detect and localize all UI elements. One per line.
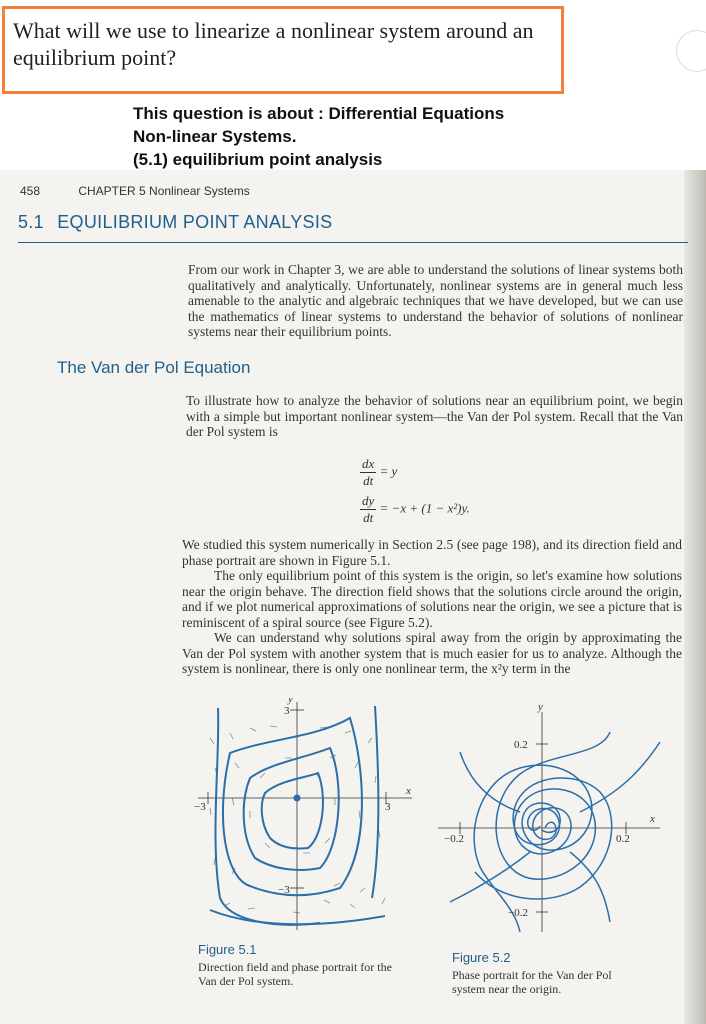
equilibrium-point <box>294 795 301 802</box>
figure-5-2-phase-portrait <box>430 702 690 942</box>
fig2-tick-x-right: 0.2 <box>616 833 630 845</box>
section-title <box>18 212 332 233</box>
circle-decoration <box>676 30 706 72</box>
fig1-tick-x-right: 3 <box>385 801 391 813</box>
fig1-tick-y-top: 3 <box>284 705 290 717</box>
running-head <box>20 184 250 198</box>
fig2-y-label: y <box>538 702 543 713</box>
figure-5-1-caption-text: Direction field and phase portrait for the Van der Pol system. <box>198 960 392 988</box>
fig1-tick-y-bottom: −3 <box>278 884 290 896</box>
fig2-spiral-curves <box>450 732 660 932</box>
inner-orbit-2 <box>262 773 323 849</box>
question-text: What will we use to linearize a nonlinear system around an equilibrium point? <box>13 18 534 70</box>
page-number: 458 <box>20 184 41 198</box>
chapter-heading: CHAPTER 5 Nonlinear Systems <box>78 184 250 198</box>
section-number: 5.1 <box>18 212 44 232</box>
textbook-page <box>0 170 706 1024</box>
topic-line-3: (5.1) equilibrium point analysis <box>133 150 383 169</box>
spiral-7 <box>450 852 530 902</box>
figure-5-2-title: Figure 5.2 <box>452 950 511 965</box>
fig2-tick-y-bottom: −0.2 <box>508 907 528 919</box>
intro-paragraph: From our work in Chapter 3, we are able to understand the solutions of linear systems both qualitatively and analytically. Unfortunately, nonlinear systems are in general much less amenable to the analytic and algebraic techniques that we have developed, but we can use the mathematics of linear systems to understand the behavior of solutions of nonlinear systems near their equilibrium points. <box>188 262 683 339</box>
paragraph-b: The only equilibrium point of this system is the origin, so let's examine how solutions near the origin behave. The direction field shows that the solutions circle around the origin, and if we plot numerical approximations of solutions near the origin, we see a picture that is reminiscent of a spiral source (see Figure 5.2). <box>182 568 682 630</box>
figure-5-2-caption-text: Phase portrait for the Van der Pol system near the origin. <box>452 968 612 996</box>
outer-trajectory-bottom <box>210 910 385 924</box>
fig1-tick-x-left: −3 <box>194 801 206 813</box>
equation-dx-dt <box>360 456 397 489</box>
eq1-numerator: dx <box>362 456 375 471</box>
eq2-numerator: dy <box>362 493 375 508</box>
spiral-3 <box>474 765 592 932</box>
fig1-x-label: x <box>406 785 411 797</box>
spiral-2 <box>475 778 612 899</box>
fig2-x-label: x <box>650 813 655 825</box>
figure-5-1-caption <box>198 942 398 988</box>
topic-info <box>133 102 653 171</box>
fig2-tick-x-left: −0.2 <box>444 833 464 845</box>
eq1-denominator: dt <box>363 473 374 488</box>
fraction-dx-dt <box>360 456 376 489</box>
spiral-6 <box>580 742 660 812</box>
analysis-paragraphs <box>182 537 682 677</box>
fraction-dy-dt <box>360 493 376 526</box>
fig1-phase-curves <box>210 706 385 925</box>
topic-line-1: This question is about : Differential Equations <box>133 104 505 123</box>
topic-line-2: Non-linear Systems. <box>133 127 297 146</box>
section-divider <box>18 242 688 243</box>
figure-5-1-direction-field <box>190 698 420 938</box>
paragraph-c: We can understand why solutions spiral away from the origin by approximating the Van der Pol system with another system that is much easier for us to analyze. Although the system is nonlinear, there is only one nonlinear term, the x²y term in the <box>182 630 682 676</box>
equation-dy-dt <box>360 493 470 526</box>
inner-orbit-1 <box>244 748 339 870</box>
outer-trajectory-right <box>372 706 378 898</box>
question-box <box>2 6 564 94</box>
eq2-denominator: dt <box>363 510 374 525</box>
fig1-y-label: y <box>288 698 293 705</box>
section-title-text: EQUILIBRIUM POINT ANALYSIS <box>57 212 333 232</box>
eq2-rhs: = −x + (1 − x²)y. <box>379 500 470 516</box>
figure-5-2-caption <box>452 950 642 996</box>
fig2-tick-y-top: 0.2 <box>514 739 528 751</box>
paragraph-a: We studied this system numerically in Section 2.5 (see page 198), and its direction field and phase portrait are shown in Figure 5.1. <box>182 537 682 568</box>
eq1-rhs: = y <box>379 463 398 479</box>
figure-5-1-title: Figure 5.1 <box>198 942 257 957</box>
vdp-paragraph: To illustrate how to analyze the behavior of solutions near an equilibrium point, we begin with a simple but important nonlinear system—the Van der Pol system. Recall that the Van der Pol system is <box>186 393 683 439</box>
subsection-title: The Van der Pol Equation <box>57 358 251 377</box>
spiral-5 <box>570 852 610 922</box>
